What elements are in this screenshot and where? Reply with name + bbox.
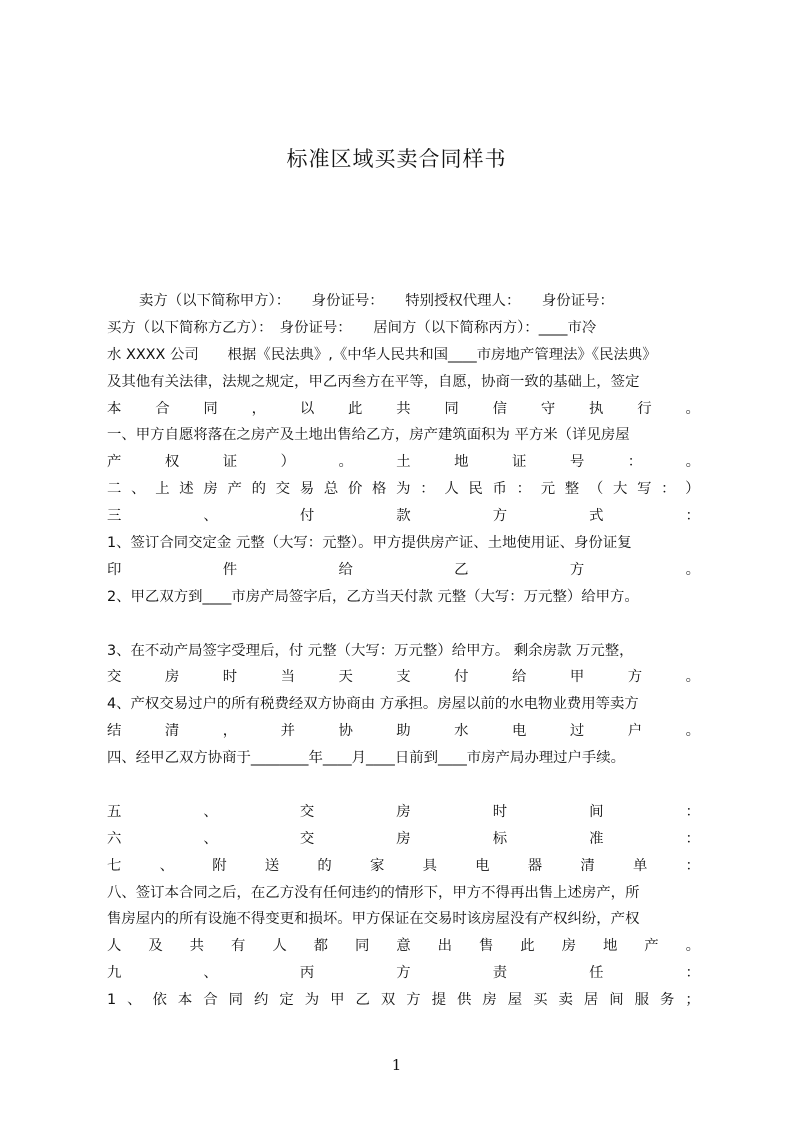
text-char: 人	[107, 938, 122, 955]
text-char: 提	[431, 992, 447, 1009]
text-char: 清	[580, 857, 595, 874]
text-char: 依	[152, 992, 167, 1009]
paragraph-line: 及其他有关法律，法规之规定，甲乙丙叁方在平等，自愿，协商一致的基础上，签定	[107, 373, 640, 390]
text-char: 六	[107, 830, 122, 847]
text-char: 付	[454, 669, 469, 686]
text-char: 都	[313, 938, 329, 955]
text-char: 意	[396, 938, 411, 955]
text-char: 房	[396, 803, 411, 820]
text-char: 服	[634, 992, 650, 1009]
text-char: 、	[159, 857, 174, 874]
text-char: 方	[396, 965, 411, 982]
text-char: 并	[280, 723, 295, 740]
text-char: 产	[644, 938, 659, 955]
text-char: ）	[685, 481, 700, 498]
text-char: 同	[354, 938, 370, 955]
text-char: 交	[107, 669, 122, 686]
text-char: 房	[164, 669, 180, 686]
text-char: 供	[457, 992, 472, 1009]
text-char: 房	[482, 992, 497, 1009]
section-heading	[107, 960, 700, 987]
document-title: 标准区域买卖合同样书	[286, 147, 507, 171]
text-char: ：	[627, 454, 643, 471]
text-char: 产	[107, 454, 122, 471]
text-char: 给	[338, 561, 353, 578]
text-char: 、	[127, 992, 142, 1009]
justified-line	[107, 718, 700, 745]
text-char: 间	[589, 803, 604, 820]
text-char: 格	[372, 481, 387, 498]
text-char: ：	[685, 508, 700, 525]
text-char: ，	[251, 400, 267, 417]
text-char: 务	[660, 992, 675, 1009]
text-char: 时	[492, 803, 508, 820]
text-char: 大	[612, 481, 628, 498]
text-char: 。	[685, 938, 700, 955]
justified-line	[107, 396, 700, 423]
text-char: 天	[338, 669, 353, 686]
text-char: 二	[107, 481, 122, 498]
text-char: 1	[107, 992, 117, 1009]
text-char: 上	[155, 481, 170, 498]
text-char: 交	[299, 803, 315, 820]
text-char: 过	[569, 723, 585, 740]
text-char: 证	[512, 454, 527, 471]
text-char: 送	[264, 857, 280, 874]
paragraph-line: 水 XXXX 公司 根据《民法典》,《中华人民共和国____市房地产管理法》《民法典》	[107, 346, 657, 363]
text-char: 甲	[569, 669, 585, 686]
text-char: 房	[396, 830, 411, 847]
justified-line	[107, 987, 700, 1014]
text-char: 的	[317, 857, 332, 874]
text-char: 信	[492, 400, 508, 417]
text-char: 守	[540, 400, 556, 417]
section-heading	[107, 503, 700, 530]
text-char: 共	[189, 938, 205, 955]
text-char: 定	[279, 992, 294, 1009]
text-char: 五	[107, 803, 122, 820]
text-char: ：	[685, 803, 700, 820]
text-char: 、	[203, 965, 218, 982]
paragraph-line: 八、签订本合同之后，在乙方没有任何违约的情形下，甲方不得再出售上述房产，所	[107, 884, 640, 901]
text-char: 责	[492, 965, 508, 982]
text-char: 具	[422, 857, 437, 874]
text-char: 、	[203, 830, 218, 847]
paragraph-line: 买方（以下简称方乙方）： 身份证号： 居间方（以下简称丙方）：____市冷	[107, 319, 597, 336]
text-char: 准	[589, 830, 604, 847]
text-char: 时	[222, 669, 238, 686]
text-char: 元	[540, 481, 556, 498]
text-char: 此	[348, 400, 363, 417]
text-char: ；	[685, 992, 700, 1009]
text-char: 。	[685, 561, 700, 578]
text-char: 写	[637, 481, 652, 498]
paragraph-line: 4、产权交易过户的所有税费经双方协商由 方承担。房屋以前的水电物业费用等卖方	[107, 696, 639, 713]
text-char: 、	[203, 803, 218, 820]
paragraph-line: 一、甲方自愿将落在之房产及土地出售给乙方，房产建筑面积为 平方米（详见房屋	[107, 427, 630, 444]
text-char: ：	[685, 830, 700, 847]
text-char: 约	[254, 992, 269, 1009]
text-char: 当	[280, 669, 295, 686]
text-char: 间	[609, 992, 624, 1009]
text-char: ：	[516, 481, 531, 498]
text-char: 标	[492, 830, 508, 847]
text-char: ：	[685, 965, 700, 982]
text-char: 付	[299, 508, 315, 525]
section-heading	[107, 826, 700, 853]
text-char: 清	[164, 723, 180, 740]
paragraph-line: 四、经甲乙双方协商于________年____月____日前到____市房产局办理过户手续。	[107, 750, 626, 767]
paragraph-line: 3、在不动产局签字受理后，付 元整（大写：万元整）给甲方。 剩余房款 万元整，	[107, 642, 634, 659]
text-char: 户	[627, 723, 643, 740]
blank-line	[107, 772, 700, 799]
text-char: 产	[227, 481, 242, 498]
text-char: 方	[492, 508, 508, 525]
text-char: 印	[107, 561, 122, 578]
text-char: 行	[637, 400, 652, 417]
text-char: 结	[107, 723, 122, 740]
text-char: 任	[589, 965, 604, 982]
text-char: 为	[304, 992, 320, 1009]
text-char: 易	[299, 481, 315, 498]
text-char: 号	[569, 454, 585, 471]
text-char: 附	[212, 857, 227, 874]
text-char: 七	[107, 857, 122, 874]
justified-line	[107, 933, 700, 960]
text-char: 单	[632, 857, 648, 874]
justified-line	[107, 664, 700, 691]
section-heading	[107, 853, 700, 880]
text-char: 整	[564, 481, 580, 498]
text-char: 款	[396, 508, 411, 525]
text-char: 民	[468, 481, 483, 498]
text-char: 。	[685, 723, 700, 740]
text-char: 证	[222, 454, 238, 471]
text-char: 、	[203, 508, 218, 525]
text-char: 本	[177, 992, 193, 1009]
text-char: 乙	[454, 561, 469, 578]
paragraph-line: 1、签订合同交定金 元整（大写：元整）。甲方提供房产证、土地使用证、身份证复	[107, 535, 632, 552]
text-char: 人	[272, 938, 287, 955]
text-char: 居	[583, 992, 599, 1009]
text-char: 双	[380, 992, 396, 1009]
text-char: 房	[561, 938, 577, 955]
text-char: 丙	[299, 965, 315, 982]
text-char: 本	[107, 400, 122, 417]
text-char: （	[588, 481, 604, 498]
text-char: 电	[512, 723, 527, 740]
text-char: ：	[420, 481, 435, 498]
text-char: 为	[396, 481, 411, 498]
text-char: 、	[131, 481, 146, 498]
text-char: 权	[164, 454, 180, 471]
text-char: ，	[222, 723, 238, 740]
text-char: 。	[685, 454, 700, 471]
text-char: 地	[602, 938, 618, 955]
text-char: 交	[275, 481, 291, 498]
text-char: 及	[148, 938, 163, 955]
text-char: 甲	[330, 992, 345, 1009]
justified-line	[107, 476, 700, 503]
contract-body	[107, 288, 700, 1014]
text-char: 。	[338, 454, 353, 471]
text-char: 合	[203, 992, 218, 1009]
text-char: 方	[406, 992, 421, 1009]
text-char: 售	[478, 938, 494, 955]
text-char: 给	[512, 669, 527, 686]
text-char: ：	[661, 481, 676, 498]
text-char: 合	[155, 400, 170, 417]
text-char: 的	[251, 481, 266, 498]
text-char: 方	[569, 561, 585, 578]
text-char: 执	[589, 400, 604, 417]
text-char: 交	[299, 830, 315, 847]
text-char: 器	[527, 857, 543, 874]
text-char: 卖	[558, 992, 573, 1009]
text-char: ）	[280, 454, 295, 471]
text-char: 地	[454, 454, 469, 471]
text-char: 助	[396, 723, 411, 740]
text-char: 房	[203, 481, 218, 498]
justified-line	[107, 557, 700, 584]
text-char: 支	[396, 669, 411, 686]
text-char: 述	[179, 481, 194, 498]
text-char: 屋	[507, 992, 523, 1009]
text-char: 同	[203, 400, 218, 417]
text-char: 同	[444, 400, 459, 417]
text-char: 式	[589, 508, 604, 525]
page-number: 1	[391, 1056, 402, 1074]
section-heading	[107, 799, 700, 826]
text-char: 电	[475, 857, 490, 874]
paragraph-line: 售房屋内的所有设施不得变更和损坏。甲方保证在交易时该房屋没有产权纠纷，产权	[107, 911, 640, 928]
text-char: 同	[228, 992, 244, 1009]
text-char: 人	[444, 481, 459, 498]
paragraph-line: 卖方（以下简称甲方）： 身份证号： 特别授权代理人： 身份证号：	[139, 293, 614, 309]
text-char: 以	[299, 400, 315, 417]
blank-line	[107, 611, 700, 638]
justified-line	[107, 449, 700, 476]
text-char: 方	[627, 669, 643, 686]
text-char: 此	[520, 938, 535, 955]
text-char: 。	[685, 669, 700, 686]
text-char: 价	[347, 481, 363, 498]
text-char: 协	[338, 723, 353, 740]
text-char: 总	[323, 481, 339, 498]
text-char: 件	[222, 561, 238, 578]
text-char: ：	[685, 857, 700, 874]
paragraph-line: 2、甲乙双方到____市房产局签字后，乙方当天付款 元整（大写：万元整）给甲方。	[107, 588, 639, 605]
text-char: 币	[492, 481, 507, 498]
text-char: 买	[533, 992, 548, 1009]
text-char: 。	[685, 400, 700, 417]
text-char: 土	[396, 454, 411, 471]
text-char: 水	[454, 723, 469, 740]
text-char: 九	[107, 965, 122, 982]
text-char: 三	[107, 508, 122, 525]
text-char: 家	[369, 857, 385, 874]
text-char: 共	[396, 400, 411, 417]
text-char: 乙	[355, 992, 370, 1009]
text-char: 出	[437, 938, 453, 955]
text-char: 有	[230, 938, 246, 955]
